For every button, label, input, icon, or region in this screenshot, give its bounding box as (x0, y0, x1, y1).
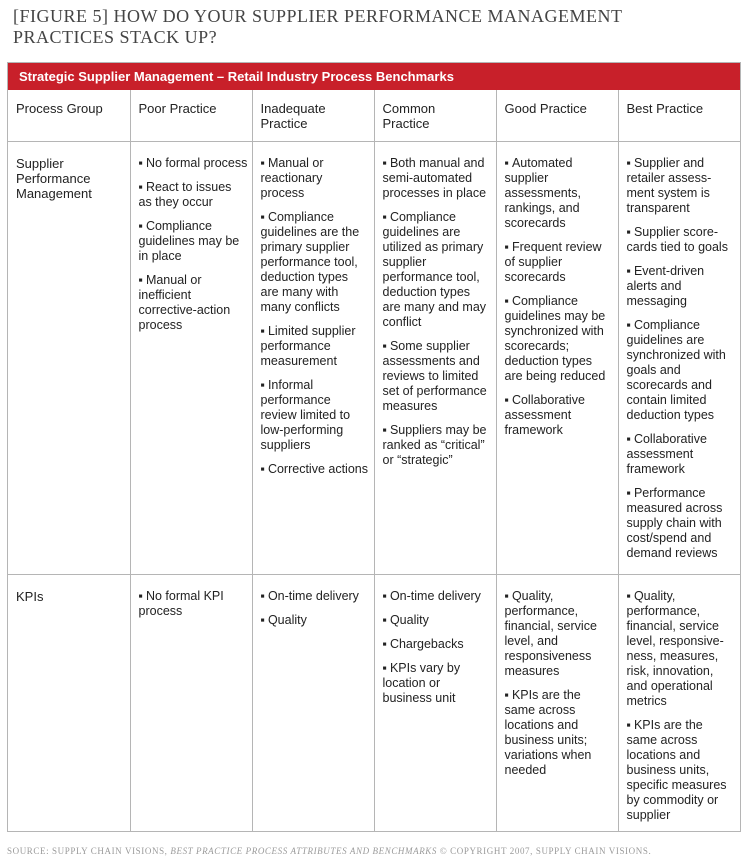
list-item (261, 324, 370, 369)
list-item (383, 423, 492, 468)
practice-list (139, 589, 248, 619)
column-header-label: Best Practice (626, 101, 704, 116)
list-item-text: On-time delivery (267, 588, 359, 603)
figure-title-line-1: [FIGURE 5] HOW DO YOUR SUPPLIER PERFORMANCE MANAGEMENT (13, 6, 623, 26)
bullet-icon: ▪ (504, 392, 509, 407)
list-item (383, 339, 492, 414)
bullet-icon: ▪ (382, 338, 387, 353)
table-banner: Strategic Supplier Management – Retail Industry Process Benchmarks (8, 63, 740, 90)
list-item-text: Manual or inefficient corrective-action process (138, 272, 231, 332)
list-item (139, 589, 248, 619)
bullet-icon: ▪ (382, 209, 387, 224)
list-item (505, 240, 614, 285)
practice-cell (374, 574, 496, 832)
practice-list (261, 589, 370, 628)
list-item (261, 462, 370, 477)
process-group-cell (8, 574, 130, 832)
table-header-row (8, 90, 740, 141)
bullet-icon: ▪ (382, 588, 387, 603)
list-item (383, 589, 492, 604)
list-item (383, 210, 492, 330)
practice-cell (374, 141, 496, 574)
column-header (618, 90, 740, 141)
bullet-icon: ▪ (504, 293, 509, 308)
list-item-text: Chargebacks (389, 636, 464, 651)
table-body (8, 141, 740, 832)
list-item-text: Compliance guidelines are synchronized with goals and scorecards and contain limited deduction types (626, 317, 726, 422)
list-item (383, 637, 492, 652)
column-header-label: Common Practice (382, 101, 436, 131)
bullet-icon: ▪ (626, 263, 631, 278)
bullet-icon: ▪ (626, 317, 631, 332)
practice-cell (130, 574, 252, 832)
list-item (261, 378, 370, 453)
list-item-text: Both manual and semi-automated processes in place (382, 155, 487, 200)
bullet-icon: ▪ (260, 377, 265, 392)
column-header (252, 90, 374, 141)
bullet-icon: ▪ (382, 612, 387, 627)
list-item (627, 486, 737, 561)
practice-cell (618, 574, 740, 832)
column-header-label: Good Practice (504, 101, 587, 116)
bullet-icon: ▪ (138, 588, 143, 603)
practice-list (383, 589, 492, 706)
bullet-icon: ▪ (504, 239, 509, 254)
bullet-icon: ▪ (260, 155, 265, 170)
practice-list (505, 156, 614, 438)
practice-list (139, 156, 248, 333)
list-item (627, 589, 737, 709)
list-item-text: Supplier score-cards tied to goals (626, 224, 728, 254)
list-item (627, 432, 737, 477)
bullet-icon: ▪ (382, 660, 387, 675)
practice-list (627, 589, 737, 823)
source-prefix: SOURCE: SUPPLY CHAIN VISIONS, (7, 846, 171, 856)
list-item-text: Quality (389, 612, 429, 627)
bullet-icon: ▪ (260, 612, 265, 627)
list-item (139, 273, 248, 333)
practice-list (261, 156, 370, 477)
benchmark-table-frame (7, 62, 741, 832)
list-item-text: Corrective actions (267, 461, 368, 476)
benchmark-table (8, 90, 740, 832)
practice-cell (252, 141, 374, 574)
source-title: BEST PRACTICE PROCESS ATTRIBUTES AND BENCHMARKS (170, 846, 438, 856)
list-item-text: Automated supplier assessments, rankings, and scorecards (504, 155, 581, 230)
bullet-icon: ▪ (626, 431, 631, 446)
list-item-text: Collaborative assessment framework (626, 431, 707, 476)
list-item-text: KPIs are the same across locations and business units, specific measures by commodity or supplier (626, 717, 727, 822)
bullet-icon: ▪ (138, 155, 143, 170)
column-header (8, 90, 130, 141)
bullet-icon: ▪ (260, 323, 265, 338)
list-item (505, 393, 614, 438)
list-item (261, 613, 370, 628)
list-item (505, 294, 614, 384)
practice-list (383, 156, 492, 468)
bullet-icon: ▪ (138, 179, 143, 194)
list-item-text: On-time delivery (389, 588, 481, 603)
source-credit (7, 846, 747, 857)
list-item (505, 688, 614, 778)
list-item-text: React to issues as they occur (138, 179, 232, 209)
column-header-label: Inadequate Practice (260, 101, 326, 131)
bullet-icon: ▪ (260, 461, 265, 476)
list-item-text: Quality, performance, financial, service level, responsive-ness, measures, risk, innovation, and operational metrics (626, 588, 724, 708)
list-item-text: Manual or reactionary process (260, 155, 324, 200)
bullet-icon: ▪ (626, 485, 631, 500)
practice-cell (252, 574, 374, 832)
list-item (261, 210, 370, 315)
column-header (496, 90, 618, 141)
bullet-icon: ▪ (504, 687, 509, 702)
list-item-text: Compliance guidelines are the primary supplier performance tool, deduction types are many with many conflicts (260, 209, 360, 314)
list-item-text: No formal process (145, 155, 248, 170)
process-group-label: KPIs (16, 588, 44, 604)
column-header-label: Poor Practice (138, 101, 217, 116)
list-item-text: Compliance guidelines are utilized as primary supplier performance tool, deduction types are many and may conflict (382, 209, 487, 329)
source-suffix: © COPYRIGHT 2007, SUPPLY CHAIN VISIONS. (437, 846, 652, 856)
list-item (627, 318, 737, 423)
list-item (627, 225, 737, 255)
list-item-text: KPIs vary by location or business unit (382, 660, 461, 705)
list-item (383, 661, 492, 706)
process-group-cell (8, 141, 130, 574)
list-item (505, 156, 614, 231)
list-item (139, 219, 248, 264)
list-item (627, 264, 737, 309)
bullet-icon: ▪ (260, 588, 265, 603)
column-header-label: Process Group (16, 101, 103, 116)
bullet-icon: ▪ (382, 422, 387, 437)
list-item (261, 589, 370, 604)
list-item (139, 156, 248, 171)
list-item-text: Compliance guidelines may be synchronized with scorecards; deduction types are being reduced (504, 293, 606, 383)
bullet-icon: ▪ (626, 155, 631, 170)
bullet-icon: ▪ (504, 588, 509, 603)
list-item-text: Limited supplier performance measurement (260, 323, 356, 368)
list-item (505, 589, 614, 679)
bullet-icon: ▪ (626, 588, 631, 603)
list-item (261, 156, 370, 201)
list-item (383, 613, 492, 628)
list-item-text: Suppliers may be ranked as “critical” or “strategic” (382, 422, 487, 467)
list-item-text: Supplier and retailer assess-ment system is transparent (626, 155, 712, 215)
process-group-label: Supplier Performance Management (16, 155, 92, 201)
list-item-text: Performance measured across supply chain with cost/spend and demand reviews (626, 485, 723, 560)
table-row (8, 574, 740, 832)
list-item-text: Event-driven alerts and messaging (626, 263, 705, 308)
figure-title (13, 6, 713, 48)
list-item-text: Frequent review of supplier scorecards (504, 239, 602, 284)
bullet-icon: ▪ (504, 155, 509, 170)
list-item-text: Informal performance review limited to low-performing suppliers (260, 377, 351, 452)
bullet-icon: ▪ (138, 218, 143, 233)
bullet-icon: ▪ (138, 272, 143, 287)
practice-cell (130, 141, 252, 574)
bullet-icon: ▪ (626, 717, 631, 732)
list-item-text: Some supplier assessments and reviews to limited set of performance measures (382, 338, 487, 413)
practice-cell (496, 141, 618, 574)
practice-list (505, 589, 614, 778)
column-header (130, 90, 252, 141)
figure-title-line-2: PRACTICES STACK UP? (13, 27, 218, 47)
bullet-icon: ▪ (260, 209, 265, 224)
practice-cell (496, 574, 618, 832)
list-item (383, 156, 492, 201)
list-item-text: KPIs are the same across locations and business units; variations when needed (504, 687, 592, 777)
list-item (627, 718, 737, 823)
list-item (627, 156, 737, 216)
list-item-text: Compliance guidelines may be in place (138, 218, 240, 263)
bullet-icon: ▪ (382, 636, 387, 651)
list-item-text: No formal KPI process (138, 588, 224, 618)
list-item-text: Collaborative assessment framework (504, 392, 585, 437)
practice-cell (618, 141, 740, 574)
column-header (374, 90, 496, 141)
bullet-icon: ▪ (626, 224, 631, 239)
table-row (8, 141, 740, 574)
bullet-icon: ▪ (382, 155, 387, 170)
practice-list (627, 156, 737, 561)
list-item (139, 180, 248, 210)
list-item-text: Quality, performance, financial, service level, and responsiveness measures (504, 588, 597, 678)
list-item-text: Quality (267, 612, 307, 627)
